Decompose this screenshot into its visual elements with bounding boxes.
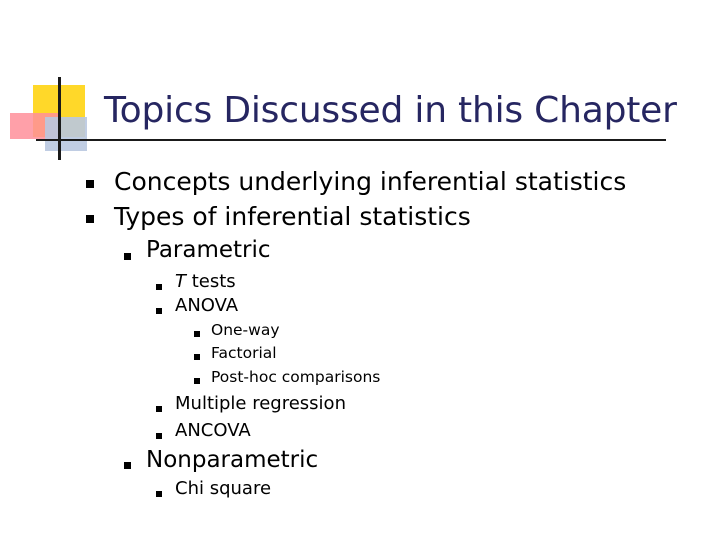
bullet-chi-square: Chi square: [175, 478, 272, 499]
bullet-marker: [124, 462, 131, 469]
bullet-parametric: Parametric: [146, 237, 271, 263]
bullet-anova: ANOVA: [175, 295, 239, 316]
bullet-types: Types of inferential statistics: [114, 202, 471, 231]
bullet-marker: [124, 253, 131, 260]
bullet-marker: [86, 215, 94, 223]
bullet-t-tests: [175, 271, 236, 292]
bullet-marker: [156, 433, 162, 439]
bullet-marker: [194, 354, 200, 360]
title-underline: [36, 139, 666, 141]
bullet-marker: [194, 331, 200, 337]
bullet-concepts: Concepts underlying inferential statistics: [114, 167, 627, 196]
bullet-marker: [86, 180, 94, 188]
blue-square: [45, 117, 87, 151]
bullet-post-hoc: Post-hoc comparisons: [211, 368, 381, 386]
bullet-marker: [156, 308, 162, 314]
t-tests-rest: tests: [186, 271, 236, 292]
bullet-nonparametric: Nonparametric: [146, 447, 319, 473]
vertical-rule: [58, 77, 61, 160]
bullet-marker: [156, 284, 162, 290]
bullet-ancova: ANCOVA: [175, 420, 251, 441]
bullet-multiple-regression: Multiple regression: [175, 393, 346, 414]
bullet-one-way: One-way: [211, 321, 280, 339]
bullet-marker: [156, 406, 162, 412]
slide-title: Topics Discussed in this Chapter: [104, 90, 677, 131]
bullet-factorial: Factorial: [211, 344, 277, 362]
bullet-marker: [156, 491, 162, 497]
t-italic: T: [175, 271, 186, 292]
bullet-marker: [194, 378, 200, 384]
